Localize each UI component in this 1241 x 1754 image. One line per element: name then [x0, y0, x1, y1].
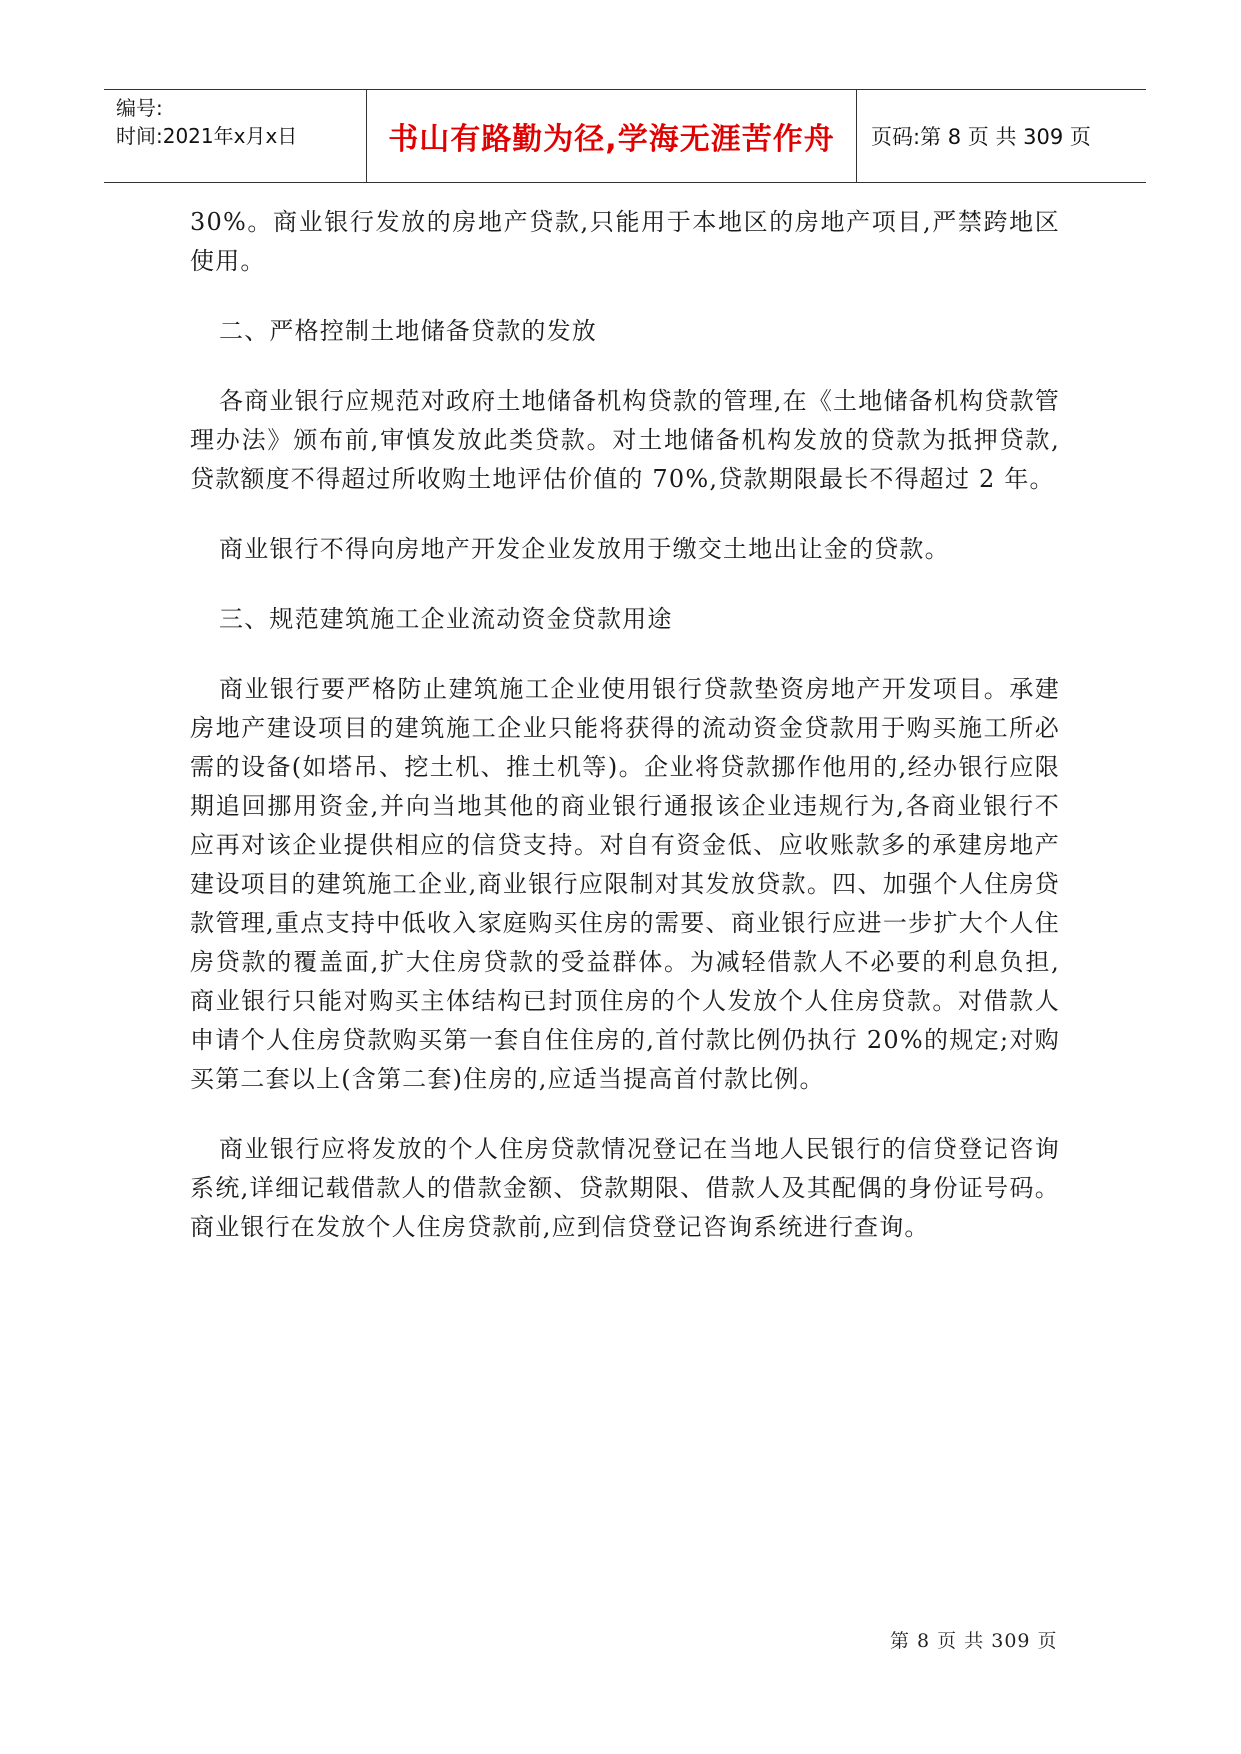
- header-motto: 书山有路勤为径,学海无涯苦作舟: [367, 90, 857, 182]
- paragraph: 商业银行要严格防止建筑施工企业使用银行贷款垫资房地产开发项目。承建房地产建设项目的建筑施工企业只能将获得的流动资金贷款用于购买施工所必需的设备(如塔吊、挖土机、推土机等)。企业将贷款挪作他用的,经办银行应限期追回挪用资金,并向当地其他的商业银行通报该企业违规行为,各商业银行不应再对该企业提供相应的信贷支持。对自有资金低、应收账款多的承建房地产建设项目的建筑施工企业,商业银行应限制对其发放贷款。四、加强个人住房贷款管理,重点支持中低收入家庭购买住房的需要、商业银行应进一步扩大个人住房贷款的覆盖面,扩大住房贷款的受益群体。为减轻借款人不必要的利息负担,商业银行只能对购买主体结构已封顶住房的个人发放个人住房贷款。对借款人申请个人住房贷款购买第一套自住住房的,首付款比例仍执行 20%的规定;对购买第二套以上(含第二套)住房的,应适当提高首付款比例。: [190, 675, 1060, 1093]
- paragraph: 30%。商业银行发放的房地产贷款,只能用于本地区的房地产项目,严禁跨地区使用。: [190, 208, 1060, 275]
- paragraph: 商业银行不得向房地产开发企业发放用于缴交土地出让金的贷款。: [219, 535, 950, 563]
- paragraph: 各商业银行应规范对政府土地储备机构贷款的管理,在《土地储备机构贷款管理办法》颁布前,审慎发放此类贷款。对土地储备机构发放的贷款为抵押贷款,贷款额度不得超过所收购土地评估价值的 70%,贷款期限最长不得超过 2 年。: [190, 387, 1060, 493]
- document-time-label: 时间:2021年x月x日: [116, 124, 298, 148]
- page-header: [104, 89, 1146, 183]
- document-body: [190, 203, 1060, 1247]
- header-page-code: 页码:第 8 页 共 309 页: [871, 125, 1091, 149]
- section-heading: 三、规范建筑施工企业流动资金贷款用途: [219, 605, 673, 633]
- paragraph: 商业银行应将发放的个人住房贷款情况登记在当地人民银行的信贷登记咨询系统,详细记载借款人的借款金额、贷款期限、借款人及其配偶的身份证号码。商业银行在发放个人住房贷款前,应到信贷登记咨询系统进行查询。: [190, 1135, 1060, 1241]
- page-footer: 第 8 页 共 309 页: [890, 1630, 1058, 1652]
- section-heading: 二、严格控制土地储备贷款的发放: [219, 317, 597, 345]
- document-number-label: 编号:: [116, 96, 163, 120]
- header-meta: [104, 90, 367, 182]
